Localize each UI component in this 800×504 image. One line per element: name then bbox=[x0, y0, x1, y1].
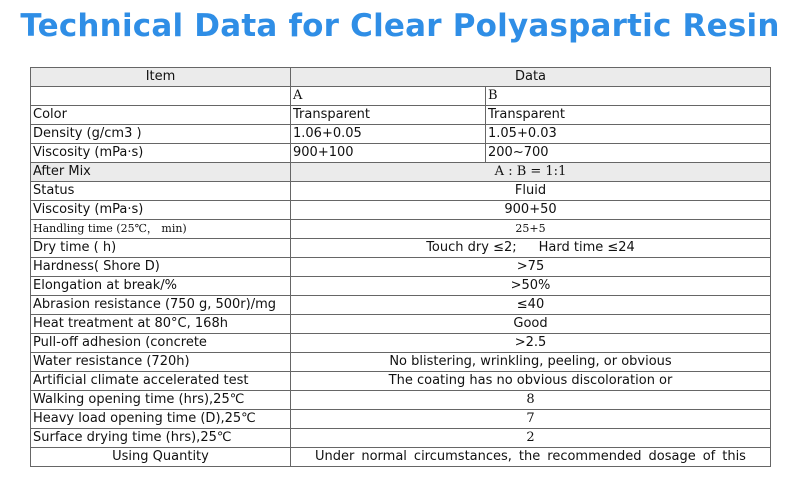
table-row bbox=[31, 106, 771, 125]
row-item: Color bbox=[31, 106, 291, 125]
table-row bbox=[31, 315, 771, 334]
table-row bbox=[31, 125, 771, 144]
row-item: Water resistance (720h) bbox=[31, 353, 291, 372]
page-title: Technical Data for Clear Polyaspartic Resin bbox=[20, 8, 780, 44]
header-data: Data bbox=[291, 68, 771, 87]
row-item: Abrasion resistance (750 g, 500r)/mg bbox=[31, 296, 291, 315]
using-quantity-text bbox=[315, 448, 746, 466]
table-row bbox=[31, 258, 771, 277]
touch-dry-value: Touch dry ≤2; bbox=[426, 240, 517, 255]
word: dosage bbox=[648, 449, 696, 464]
row-value-b: Transparent bbox=[486, 106, 771, 125]
word: this bbox=[722, 449, 746, 464]
row-value: Fluid bbox=[291, 182, 771, 201]
row-item: After Mix bbox=[31, 163, 291, 182]
word: recommended bbox=[547, 449, 642, 464]
row-value: >2.5 bbox=[291, 334, 771, 353]
word: normal bbox=[361, 449, 407, 464]
row-value-a: 900+100 bbox=[291, 144, 486, 163]
technical-data-table bbox=[30, 67, 771, 467]
row-item: Heat treatment at 80°C, 168h bbox=[31, 315, 291, 334]
row-item: Handling time (25℃， min) bbox=[31, 220, 291, 239]
row-value: The coating has no obvious discoloration or bbox=[291, 372, 771, 391]
row-item: Walking opening time (hrs),25℃ bbox=[31, 391, 291, 410]
row-value: 7 bbox=[291, 410, 771, 429]
word: circumstances, bbox=[413, 449, 512, 464]
table-header-row bbox=[31, 68, 771, 87]
word: the bbox=[518, 449, 541, 464]
word: Under bbox=[315, 449, 355, 464]
table-row bbox=[31, 220, 771, 239]
row-value: ≤40 bbox=[291, 296, 771, 315]
table-row bbox=[31, 296, 771, 315]
column-a-label: A bbox=[291, 87, 486, 106]
table-subheader-row bbox=[31, 87, 771, 106]
row-item: Surface drying time (hrs),25℃ bbox=[31, 429, 291, 448]
after-mix-row bbox=[31, 163, 771, 182]
row-item: Density (g/cm3 ) bbox=[31, 125, 291, 144]
row-item: Using Quantity bbox=[31, 448, 291, 467]
table-row bbox=[31, 372, 771, 391]
row-item: Artificial climate accelerated test bbox=[31, 372, 291, 391]
row-value-a: 1.06+0.05 bbox=[291, 125, 486, 144]
column-b-label: B bbox=[486, 87, 771, 106]
row-value: Good bbox=[291, 315, 771, 334]
row-value-a: Transparent bbox=[291, 106, 486, 125]
hard-time-value: Hard time ≤24 bbox=[538, 240, 635, 255]
row-item: Pull-off adhesion (concrete bbox=[31, 334, 291, 353]
table-row bbox=[31, 277, 771, 296]
table-row bbox=[31, 429, 771, 448]
row-value: 8 bbox=[291, 391, 771, 410]
table-row bbox=[31, 391, 771, 410]
row-value-b: 1.05+0.03 bbox=[486, 125, 771, 144]
row-item: Status bbox=[31, 182, 291, 201]
table-row bbox=[31, 353, 771, 372]
table-row bbox=[31, 144, 771, 163]
row-value: >50% bbox=[291, 277, 771, 296]
row-value: 900+50 bbox=[291, 201, 771, 220]
row-value: No blistering, wrinkling, peeling, or obvious bbox=[291, 353, 771, 372]
word: of bbox=[702, 449, 716, 464]
row-value: >75 bbox=[291, 258, 771, 277]
subheader-empty-cell bbox=[31, 87, 291, 106]
table-row bbox=[31, 182, 771, 201]
table-row bbox=[31, 201, 771, 220]
row-item: Heavy load opening time (D),25℃ bbox=[31, 410, 291, 429]
row-value: 25+5 bbox=[291, 220, 771, 239]
table-row bbox=[31, 334, 771, 353]
row-item: Elongation at break/% bbox=[31, 277, 291, 296]
row-item: Dry time ( h) bbox=[31, 239, 291, 258]
row-value bbox=[291, 448, 771, 467]
row-item: Viscosity (mPa·s) bbox=[31, 144, 291, 163]
mix-ratio: A : B = 1:1 bbox=[291, 163, 771, 182]
row-value: 2 bbox=[291, 429, 771, 448]
row-value-b: 200~700 bbox=[486, 144, 771, 163]
header-item: Item bbox=[31, 68, 291, 87]
using-quantity-row bbox=[31, 448, 771, 467]
table-row bbox=[31, 239, 771, 258]
row-value bbox=[291, 239, 771, 258]
row-item: Viscosity (mPa·s) bbox=[31, 201, 291, 220]
table-row bbox=[31, 410, 771, 429]
row-item: Hardness( Shore D) bbox=[31, 258, 291, 277]
